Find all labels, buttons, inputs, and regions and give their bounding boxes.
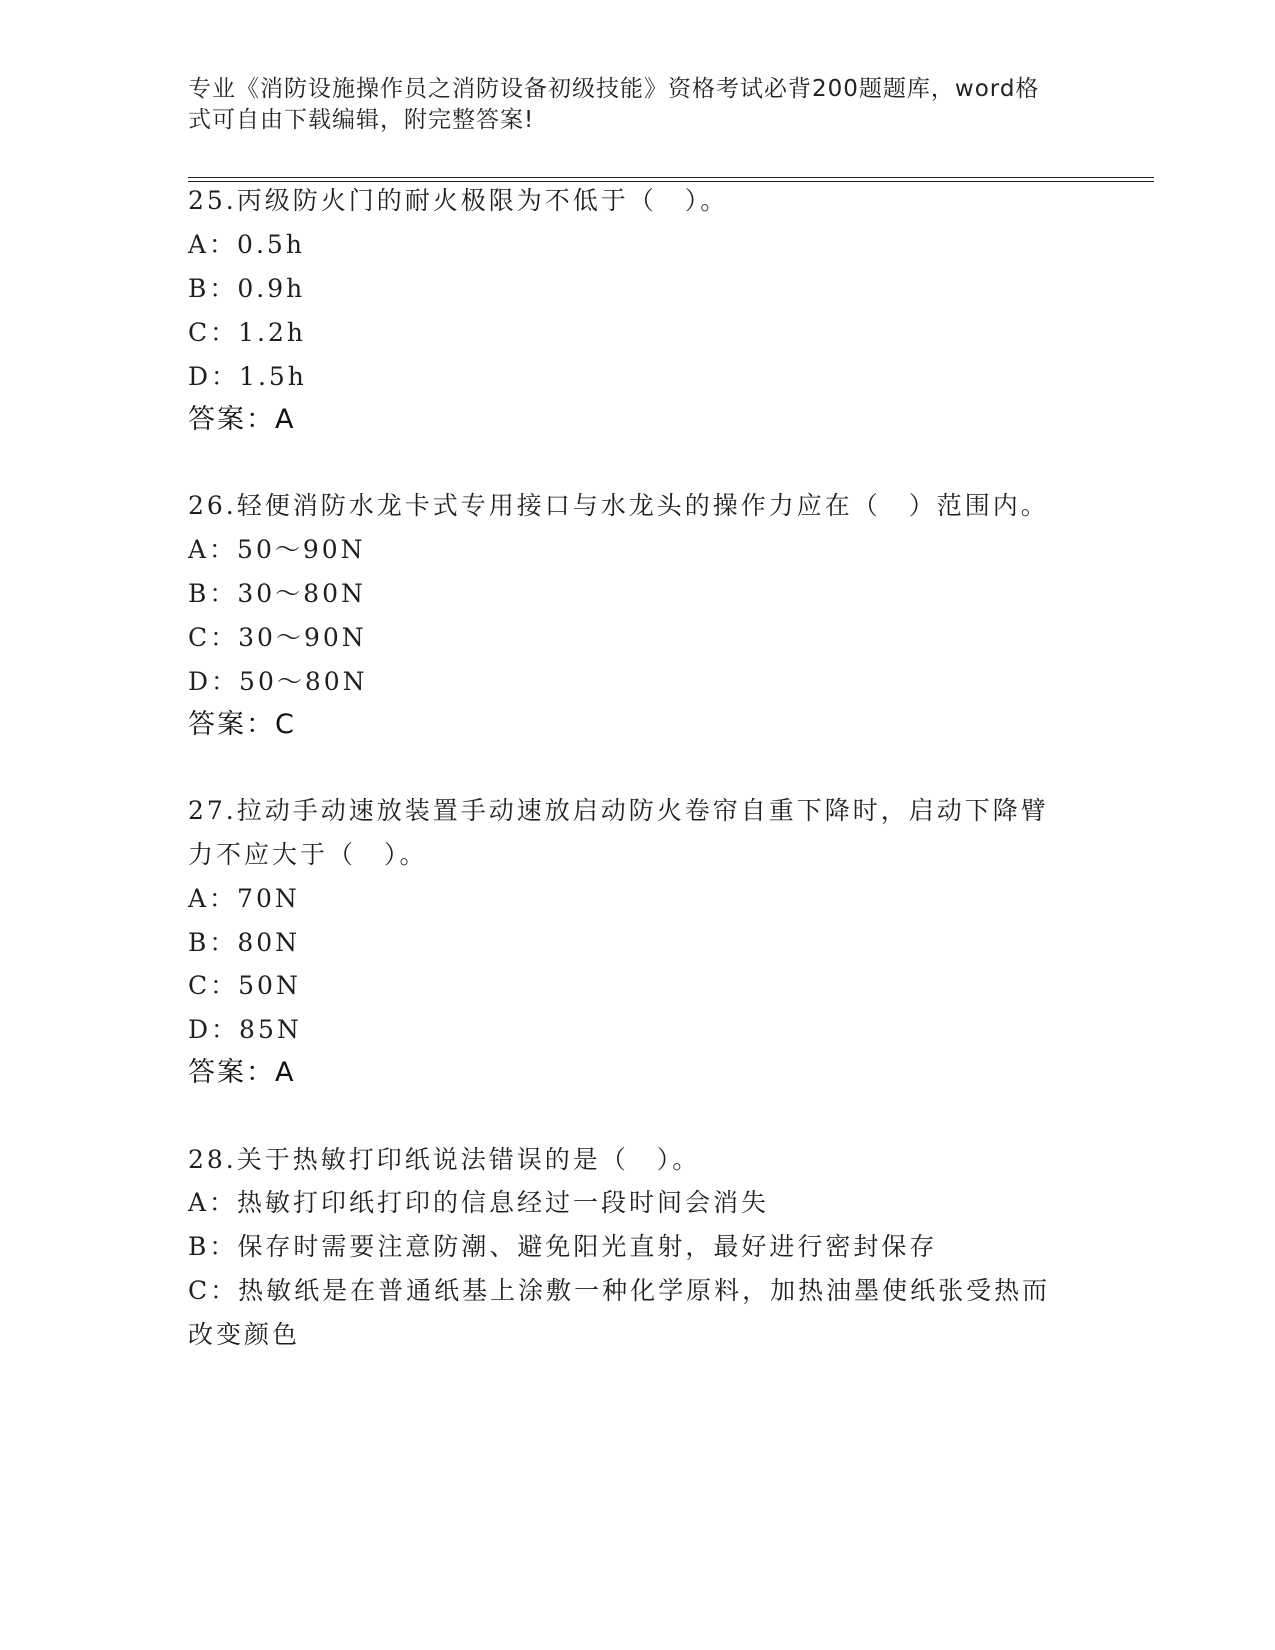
question-stem-line-1: 27.拉动手动速放装置手动速放启动防火卷帘自重下降时，启动下降臂 [188, 796, 1049, 825]
option-c: C：1.2h [188, 318, 306, 347]
option-b: B：80N [188, 928, 301, 957]
answer-label: 答案：A [188, 1057, 296, 1088]
option-a: A：50～90N [188, 535, 366, 564]
header-line-1: 专业《消防设施操作员之消防设备初级技能》资格考试必背200题题库，word格 [188, 76, 1040, 102]
option-b: B：30～80N [188, 579, 366, 608]
option-d: D：1.5h [188, 362, 307, 391]
option-a: A：热敏打印纸打印的信息经过一段时间会消失 [188, 1188, 770, 1217]
question-stem-line-2: 力不应大于（ ）。 [188, 840, 428, 869]
option-c: C：热敏纸是在普通纸基上涂敷一种化学原料，加热油墨使纸张受热而 [188, 1276, 1051, 1305]
option-c-continued: 改变颜色 [188, 1320, 301, 1349]
option-b: B：0.9h [188, 274, 306, 303]
header-line-2: 式可自由下载编辑，附完整答案! [188, 107, 535, 133]
option-c: C：30～90N [188, 623, 367, 652]
question-stem: 25.丙级防火门的耐火极限为不低于（ ）。 [188, 186, 729, 215]
document-header [188, 74, 1068, 136]
option-d: D：85N [188, 1015, 302, 1044]
header-divider-bottom [188, 181, 1154, 182]
option-a: A：70N [188, 884, 300, 913]
option-c: C：50N [188, 971, 301, 1000]
answer-label: 答案：C [188, 709, 296, 740]
header-divider-top [188, 177, 1154, 178]
option-a: A：0.5h [188, 230, 305, 259]
option-d: D：50～80N [188, 667, 368, 696]
option-b: B：保存时需要注意防潮、避免阳光直射，最好进行密封保存 [188, 1232, 938, 1261]
answer-label: 答案：A [188, 404, 296, 435]
question-stem: 26.轻便消防水龙卡式专用接口与水龙头的操作力应在（ ）范围内。 [188, 491, 1049, 520]
question-stem: 28.关于热敏打印纸说法错误的是（ ）。 [188, 1145, 701, 1174]
